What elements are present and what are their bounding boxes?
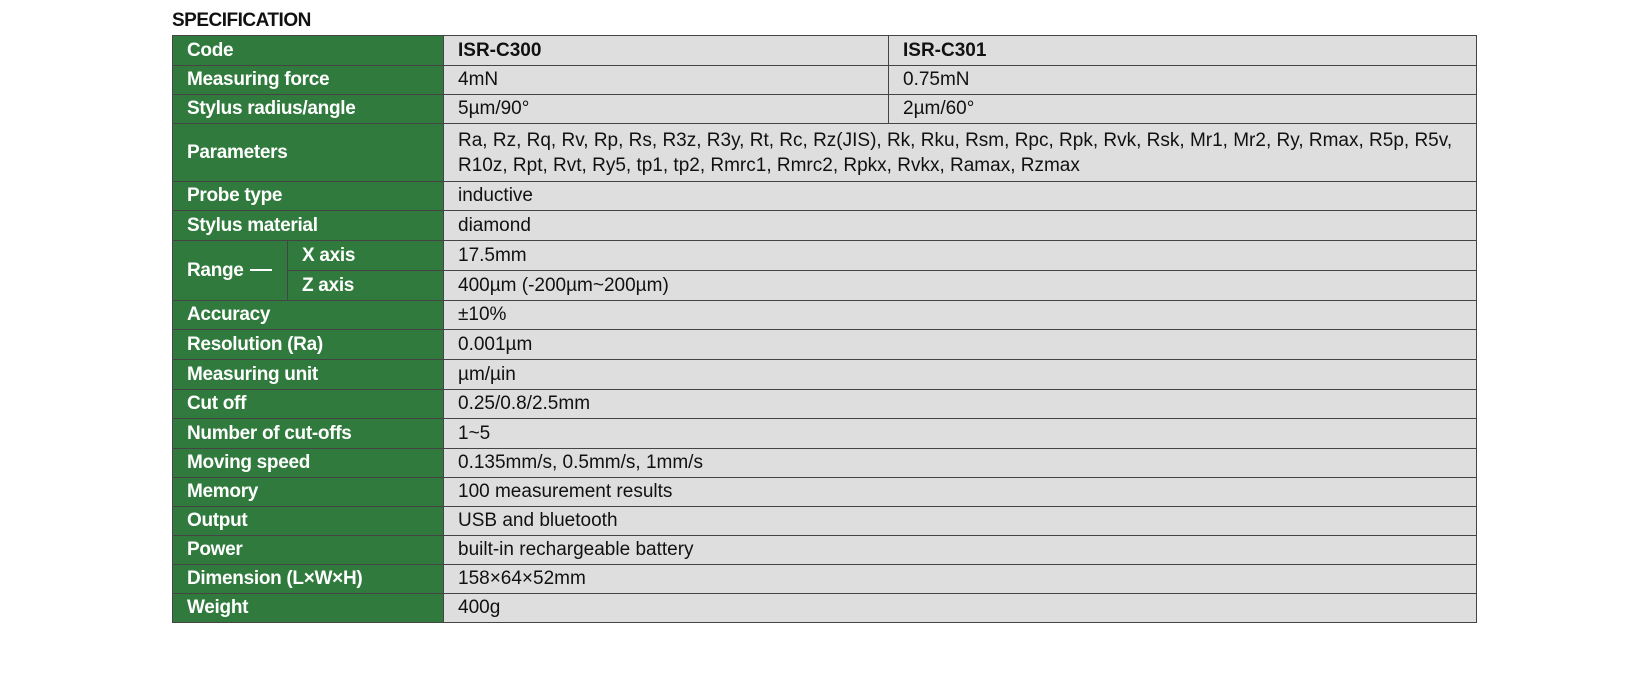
memory-label: Memory xyxy=(173,478,444,507)
row-accuracy xyxy=(173,301,1477,330)
row-stylus-radius xyxy=(173,95,1477,124)
row-dimension xyxy=(173,565,1477,594)
model-isr-c301: ISR-C301 xyxy=(889,36,1477,66)
row-power xyxy=(173,536,1477,565)
row-measuring-force xyxy=(173,66,1477,95)
range-x-value: 17.5mm xyxy=(444,241,1477,271)
row-range-z xyxy=(173,271,1477,301)
range-x-label: X axis xyxy=(288,241,444,271)
dimension-value: 158×64×52mm xyxy=(444,565,1477,594)
measuring-unit-value: µm/µin xyxy=(444,360,1477,390)
measuring-force-label: Measuring force xyxy=(173,66,444,95)
row-parameters xyxy=(173,124,1477,182)
row-output xyxy=(173,507,1477,536)
range-label: Range xyxy=(187,259,244,281)
output-value: USB and bluetooth xyxy=(444,507,1477,536)
row-measuring-unit xyxy=(173,360,1477,390)
row-code xyxy=(173,36,1477,66)
dimension-label: Dimension (L×W×H) xyxy=(173,565,444,594)
stylus-radius-a: 5µm/90° xyxy=(444,95,889,124)
cut-off-label: Cut off xyxy=(173,390,444,419)
row-cut-off xyxy=(173,390,1477,419)
measuring-force-a: 4mN xyxy=(444,66,889,95)
row-memory xyxy=(173,478,1477,507)
probe-type-value: inductive xyxy=(444,182,1477,211)
num-cutoffs-value: 1~5 xyxy=(444,419,1477,449)
memory-value: 100 measurement results xyxy=(444,478,1477,507)
moving-speed-label: Moving speed xyxy=(173,449,444,478)
output-label: Output xyxy=(173,507,444,536)
stylus-material-value: diamond xyxy=(444,211,1477,241)
cut-off-value: 0.25/0.8/2.5mm xyxy=(444,390,1477,419)
accuracy-label: Accuracy xyxy=(173,301,444,330)
row-resolution xyxy=(173,330,1477,360)
parameters-value: Ra, Rz, Rq, Rv, Rp, Rs, R3z, R3y, Rt, Rc, Rz(JIS), Rk, Rku, Rsm, Rpc, Rpk, Rvk, Rsk, Mr1, Mr2, Ry, Rmax, R5p, R5v, R10z, Rpt, Rvt, Ry5, tp1, tp2, Rmrc1, Rmrc2, Rpkx, Rvkx, Ramax, Rzmax xyxy=(444,124,1477,182)
stylus-radius-b: 2µm/60° xyxy=(889,95,1477,124)
row-range-x xyxy=(173,241,1477,271)
row-moving-speed xyxy=(173,449,1477,478)
spec-title: SPECIFICATION xyxy=(172,10,311,31)
moving-speed-value: 0.135mm/s, 0.5mm/s, 1mm/s xyxy=(444,449,1477,478)
row-weight xyxy=(173,594,1477,623)
measuring-unit-label: Measuring unit xyxy=(173,360,444,390)
num-cutoffs-label: Number of cut-offs xyxy=(173,419,444,449)
probe-type-label: Probe type xyxy=(173,182,444,211)
resolution-label: Resolution (Ra) xyxy=(173,330,444,360)
measuring-force-b: 0.75mN xyxy=(889,66,1477,95)
model-isr-c300: ISR-C300 xyxy=(444,36,889,66)
power-value: built-in rechargeable battery xyxy=(444,536,1477,565)
row-stylus-material xyxy=(173,211,1477,241)
weight-value: 400g xyxy=(444,594,1477,623)
row-num-cutoffs xyxy=(173,419,1477,449)
row-probe-type xyxy=(173,182,1477,211)
range-z-label: Z axis xyxy=(288,271,444,301)
spec-table xyxy=(172,35,1477,623)
range-z-value: 400µm (-200µm~200µm) xyxy=(444,271,1477,301)
resolution-value: 0.001µm xyxy=(444,330,1477,360)
accuracy-value: ±10% xyxy=(444,301,1477,330)
stylus-material-label: Stylus material xyxy=(173,211,444,241)
parameters-label: Parameters xyxy=(173,124,444,182)
power-label: Power xyxy=(173,536,444,565)
code-label: Code xyxy=(173,36,444,66)
range-connector xyxy=(250,269,272,271)
stylus-radius-label: Stylus radius/angle xyxy=(173,95,444,124)
weight-label: Weight xyxy=(173,594,444,623)
range-label-cell xyxy=(173,241,288,301)
